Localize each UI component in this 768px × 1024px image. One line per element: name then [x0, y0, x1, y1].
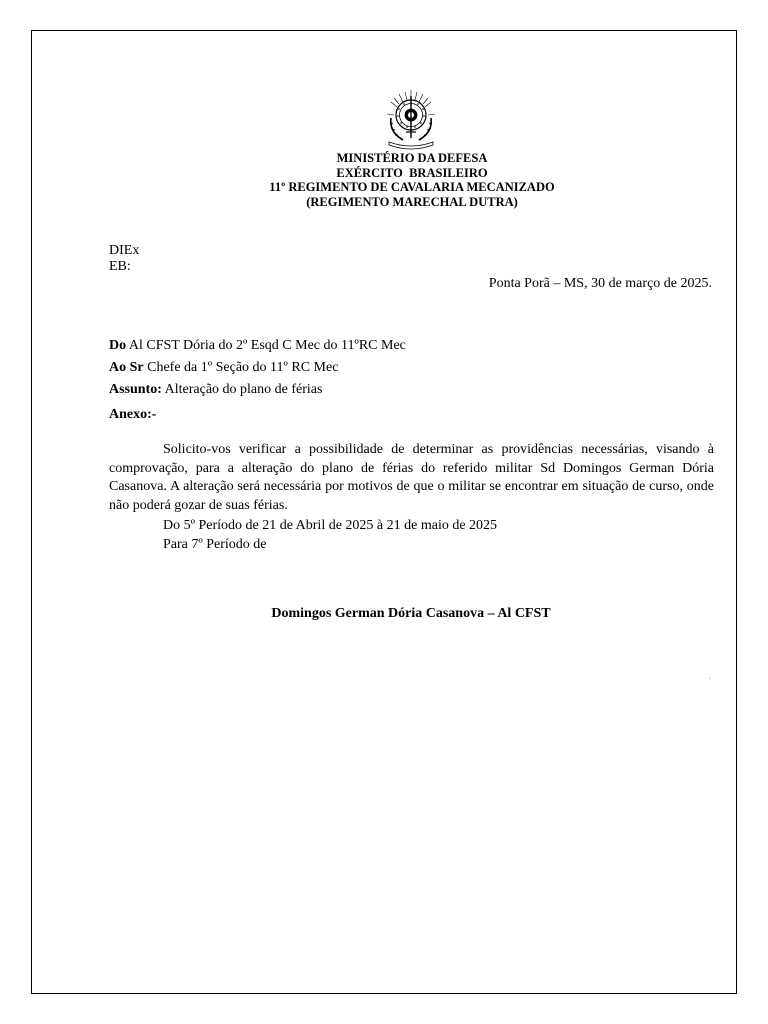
from-line	[109, 338, 406, 354]
to-value: Chefe da 1º Seção do 11º RC Mec	[143, 360, 339, 375]
annex-line	[109, 407, 156, 423]
ministry-title: MINISTÉRIO DA DEFESA	[336, 151, 488, 165]
army-title: EXÉRCITO BRASILEIRO	[336, 165, 488, 180]
body-paragraph: Solicito-vos verificar a possibilidade de determinar as providências necessárias, visando à comprovação, para a alteração do plano de férias do referido militar Sd Domingos German Dória Casanova. A alteração será necessária por motivos de que o militar se encontrar em situação de curso, onde não poderá gozar de suas férias.	[109, 442, 714, 513]
to-line	[109, 360, 338, 376]
to-label: Ao Sr	[109, 360, 144, 375]
regiment-subtitle: (REGIMENTO MARECHAL DUTRA)	[306, 194, 518, 209]
from-value: Al CFST Dória do 2º Esqd C Mec do 11ºRC Mec	[126, 338, 406, 353]
stray-dot	[709, 678, 710, 679]
period-to: Para 7º Período de	[163, 537, 267, 552]
annex-label: Anexo:-	[109, 407, 157, 422]
signature: Domingos German Dória Casanova – Al CFST	[271, 606, 551, 621]
subject-label: Assunto:	[109, 382, 162, 397]
regiment-title: 11º REGIMENTO DE CAVALARIA MECANIZADO	[269, 180, 555, 194]
eb-reference: EB:	[109, 259, 131, 274]
subject-line	[109, 382, 322, 398]
place-date: Ponta Porã – MS, 30 de março de 2025.	[488, 276, 712, 291]
coat-of-arms-icon	[381, 88, 441, 150]
subject-value: Alteração do plano de férias	[161, 382, 323, 397]
letterhead	[0, 151, 768, 209]
from-label: Do	[109, 338, 127, 353]
period-from: Do 5º Período de 21 de Abril de 2025 à 21 de maio de 2025	[163, 518, 498, 533]
diex-reference: DIEx	[109, 243, 140, 258]
